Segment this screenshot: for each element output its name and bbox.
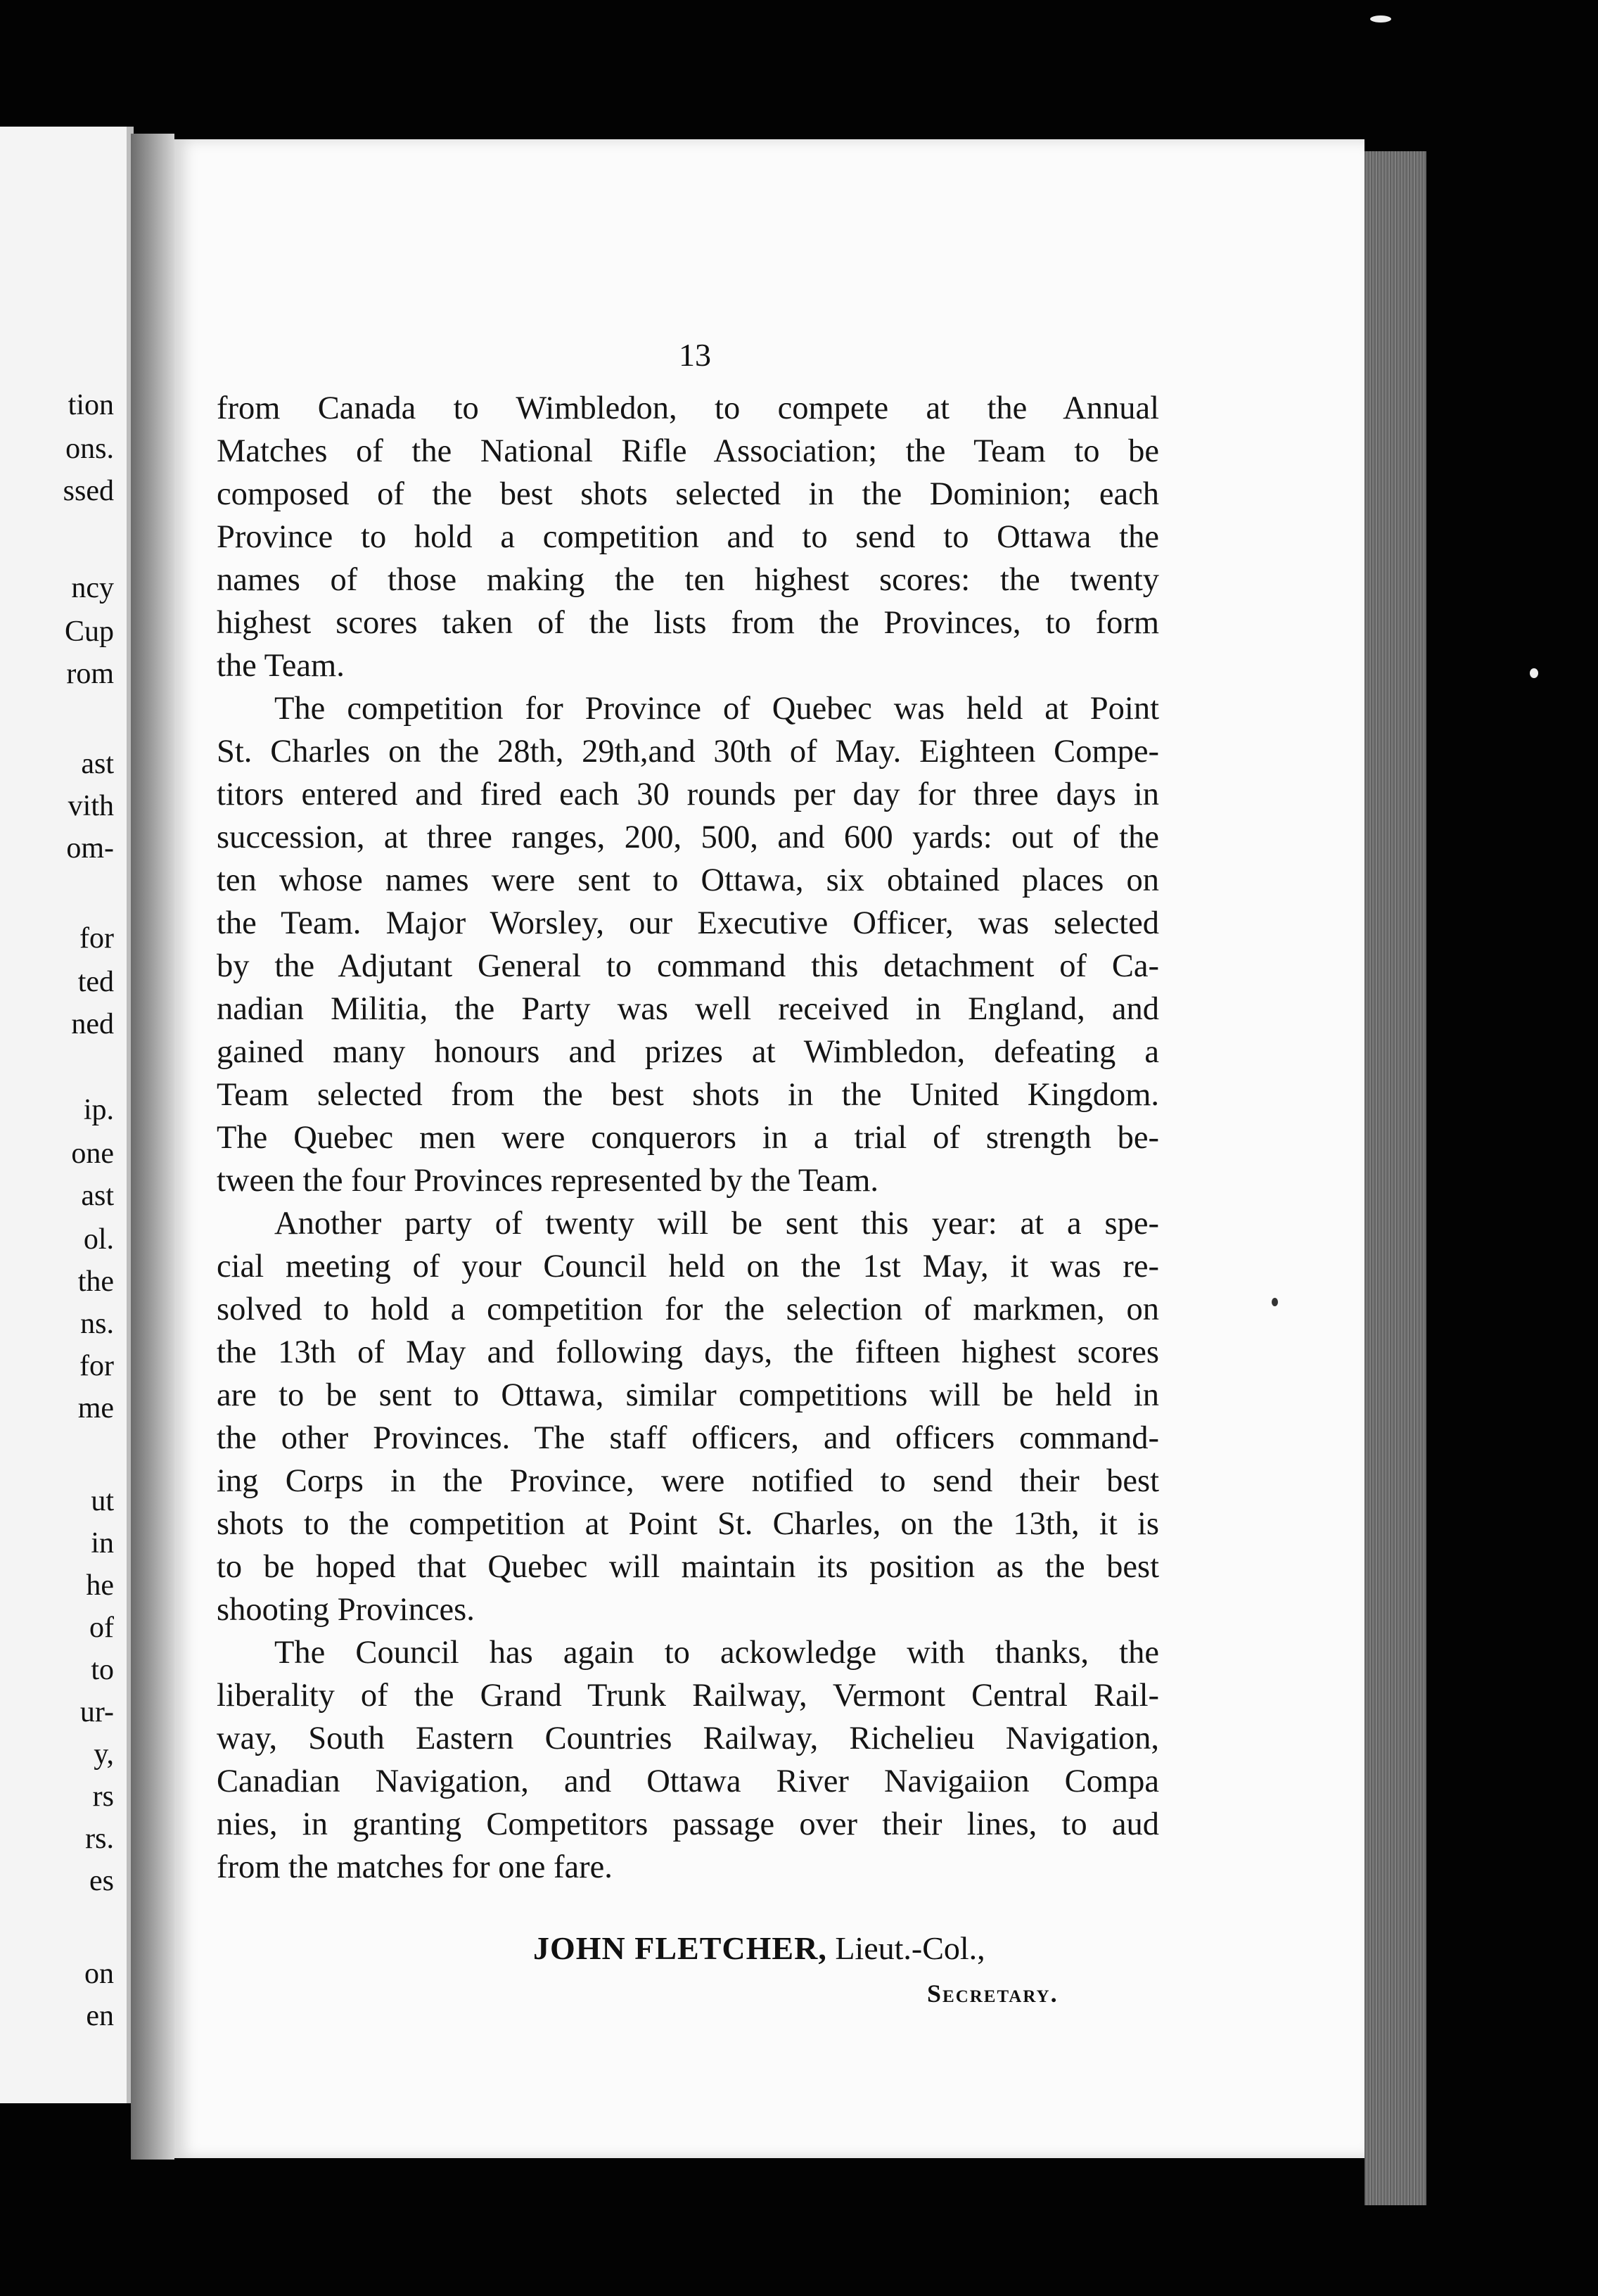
left-page-fragment: ur-	[79, 1696, 114, 1728]
text-line: Province to hold a competition and to send to Ottawa the	[217, 519, 1159, 555]
text-line: ten whose names were sent to Ottawa, six obtained places on	[217, 862, 1159, 898]
left-page-fragment: ns.	[80, 1308, 114, 1340]
text-line: the 13th of May and following days, the fifteen highest scores	[217, 1334, 1159, 1370]
text-line: liberality of the Grand Trunk Railway, Vermont Central Rail-	[217, 1678, 1159, 1714]
text-line: St. Charles on the 28th, 29th,and 30th of May. Eighteen Compe-	[217, 734, 1159, 770]
text-line: gained many honours and prizes at Wimbledon, defeating a	[217, 1034, 1159, 1070]
left-page-fragment: ip.	[83, 1094, 114, 1126]
text-line: way, South Eastern Countries Railway, Richelieu Navigation,	[217, 1721, 1159, 1756]
signatory-name: JOHN FLETCHER,	[533, 1930, 827, 1966]
signatory-title: Secretary.	[927, 1979, 1059, 2008]
body-text	[217, 387, 1159, 1889]
left-page-fragment: to	[91, 1654, 114, 1686]
text-line: Canadian Navigation, and Ottawa River Navigaiion Compa	[217, 1764, 1159, 1799]
text-line: from Canada to Wimbledon, to compete at the Annual	[217, 390, 1159, 426]
left-page-fragment: rs	[92, 1780, 114, 1813]
text-line: Team selected from the best shots in the United Kingdom.	[217, 1077, 1159, 1113]
left-page-fragment: ted	[77, 966, 114, 998]
scan-artifact	[1530, 668, 1538, 678]
text-line: nies, in granting Competitors passage over their lines, to aud	[217, 1806, 1159, 1842]
text-line: composed of the best shots selected in the Dominion; each	[217, 476, 1159, 512]
text-line: nadian Militia, the Party was well received in England, and	[217, 991, 1159, 1027]
left-page-fragment: ut	[91, 1485, 114, 1517]
signatory-rank: Lieut.-Col.,	[835, 1930, 985, 1966]
book-gutter	[131, 134, 174, 2160]
scan-artifact	[1272, 1298, 1278, 1306]
text-line: the Team. Major Worsley, our Executive Officer, was selected	[217, 905, 1159, 941]
text-line: titors entered and fired each 30 rounds per day for three days in	[217, 777, 1159, 812]
text-line: highest scores taken of the lists from the Provinces, to form	[217, 605, 1159, 641]
left-page-fragment: tion	[68, 389, 114, 421]
left-page-fragment: me	[77, 1392, 114, 1424]
text-line: tween the four Provinces represented by the Team.	[217, 1163, 879, 1199]
text-line: Matches of the National Rifle Association; the Team to be	[217, 433, 1159, 469]
text-line: ing Corps in the Province, were notified to send their best	[217, 1463, 1159, 1499]
left-page-fragment: vith	[68, 790, 114, 822]
left-page-fragment: ncy	[71, 572, 114, 604]
left-page-fragment: ast	[81, 748, 114, 780]
left-page-fragment: in	[91, 1527, 114, 1560]
text-line: The competition for Province of Quebec was held at Point	[274, 691, 1159, 727]
text-line: The Council has again to ackowledge with thanks, the	[274, 1635, 1159, 1671]
left-page-fragment: en	[86, 2000, 114, 2032]
text-line: by the Adjutant General to command this detachment of Ca-	[217, 948, 1159, 984]
left-page-fragment: Cup	[64, 616, 114, 648]
scan-artifact	[1370, 15, 1391, 23]
page-edges	[1364, 151, 1426, 2205]
text-line: Another party of twenty will be sent this year: at a spe-	[274, 1206, 1159, 1242]
text-line: The Quebec men were conquerors in a trial of strength be-	[217, 1120, 1159, 1156]
left-page-fragment: y,	[94, 1738, 114, 1771]
left-page-fragment: rs.	[85, 1823, 114, 1855]
left-page-fragment: he	[86, 1569, 114, 1602]
right-page	[174, 139, 1364, 2158]
text-line: shooting Provinces.	[217, 1592, 475, 1628]
left-page-fragment: on	[84, 1958, 114, 1990]
text-line: solved to hold a competition for the selection of markmen, on	[217, 1292, 1159, 1327]
left-page-fragment: rom	[66, 658, 114, 690]
left-page-fragment: ssed	[63, 475, 114, 507]
text-line: from the matches for one fare.	[217, 1849, 613, 1885]
left-page-fragment: for	[79, 1350, 114, 1382]
left-page-fragment: ast	[81, 1180, 114, 1212]
text-line: are to be sent to Ottawa, similar competitions will be held in	[217, 1377, 1159, 1413]
left-page-fragment: for	[79, 922, 114, 955]
left-page-fragment: om-	[66, 832, 114, 865]
text-line: the other Provinces. The staff officers, and officers command-	[217, 1420, 1159, 1456]
text-line: to be hoped that Quebec will maintain its position as the best	[217, 1549, 1159, 1585]
text-line: the Team.	[217, 648, 345, 684]
text-line: succession, at three ranges, 200, 500, and 600 yards: out of the	[217, 819, 1159, 855]
left-facing-page	[0, 127, 134, 2103]
signature-line	[533, 1930, 985, 1967]
left-page-text-fragments	[0, 127, 120, 2103]
left-page-fragment: ned	[71, 1008, 114, 1040]
left-page-fragment: ons.	[65, 433, 114, 465]
left-page-fragment: the	[77, 1265, 114, 1298]
page-number: 13	[679, 337, 711, 373]
left-page-fragment: one	[71, 1137, 114, 1170]
text-line: shots to the competition at Point St. Charles, on the 13th, it is	[217, 1506, 1159, 1542]
left-page-fragment: ol.	[83, 1223, 114, 1256]
text-line: cial meeting of your Council held on the 1st May, it was re-	[217, 1249, 1159, 1284]
left-page-fragment: es	[89, 1865, 114, 1897]
left-page-fragment: of	[89, 1612, 114, 1644]
text-line: names of those making the ten highest scores: the twenty	[217, 562, 1159, 598]
